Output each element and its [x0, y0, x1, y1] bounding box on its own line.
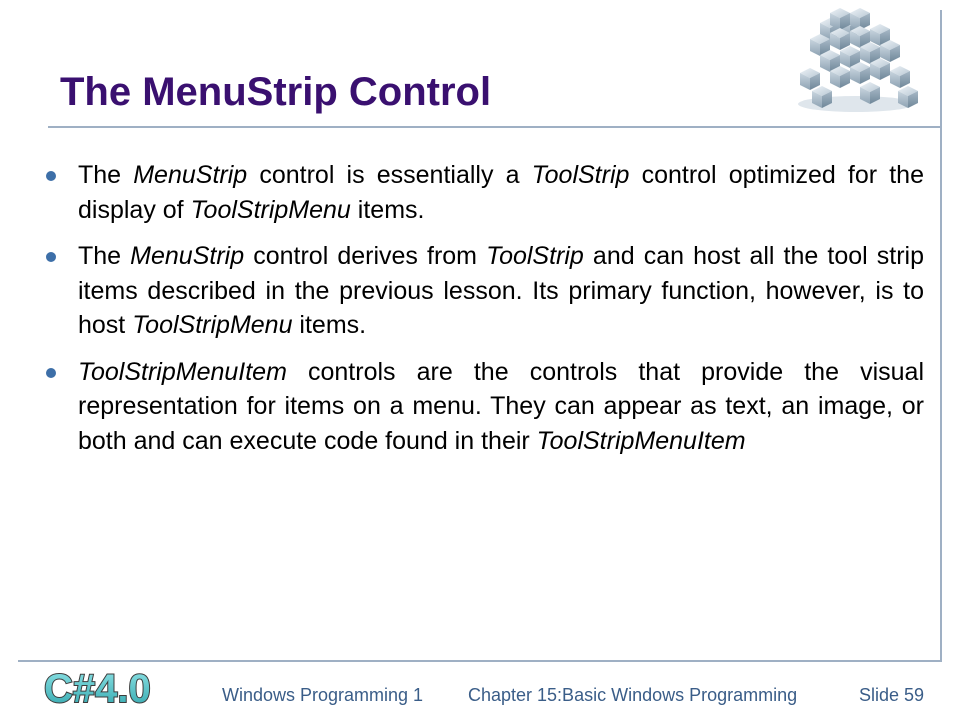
- italic-term: ToolStrip: [486, 242, 584, 270]
- bullet-dot-icon: [46, 368, 56, 378]
- frame-vertical-rule: [940, 10, 942, 662]
- text-run: items.: [292, 311, 367, 339]
- bullet-text: [78, 242, 924, 339]
- footer-slide-number: Slide 59: [859, 685, 925, 705]
- text-run: controls are the controls that provide the visual representation for items on a menu. They can appear as text, an image, or both and can execute code found in their: [78, 357, 924, 455]
- italic-term: ToolStripMenuItem: [536, 426, 746, 455]
- footer-chapter: Chapter 15:Basic Windows Programming: [468, 685, 798, 705]
- text-run: control derives from: [244, 242, 487, 270]
- text-run: items.: [350, 195, 425, 224]
- bullet-item: [40, 355, 924, 459]
- text-run: The: [78, 242, 131, 270]
- title-underline-rule: [48, 126, 942, 128]
- bullet-dot-icon: [46, 252, 56, 262]
- footer-course: Windows Programming 1: [222, 685, 424, 705]
- italic-term: MenuStrip: [133, 161, 248, 189]
- csharp-logo: [40, 662, 152, 714]
- italic-term: ToolStripMenu: [132, 311, 293, 339]
- bullet-text: [78, 161, 924, 224]
- footer-rule: [18, 660, 942, 662]
- text-run: control is essentially a: [247, 161, 532, 189]
- slide-title: The MenuStrip Control: [60, 70, 492, 114]
- italic-term: ToolStrip: [531, 161, 630, 189]
- cubes-icon: [790, 4, 920, 116]
- italic-term: MenuStrip: [130, 242, 245, 270]
- text-run: control optimized for the display of: [78, 161, 924, 224]
- text-run: and can host all the tool strip items described in the previous lesson. Its primary function, however, is to host: [78, 242, 924, 339]
- bullet-text: [78, 358, 924, 455]
- bullet-dot-icon: [46, 171, 56, 181]
- italic-term: ToolStripMenu: [190, 195, 351, 224]
- logo-text: C#4.0: [44, 667, 151, 711]
- italic-term: ToolStripMenuItem: [78, 357, 287, 386]
- bullet-item: [40, 158, 924, 227]
- bullet-item: [40, 239, 924, 343]
- text-run: The: [78, 161, 134, 189]
- bullet-list: [40, 158, 924, 470]
